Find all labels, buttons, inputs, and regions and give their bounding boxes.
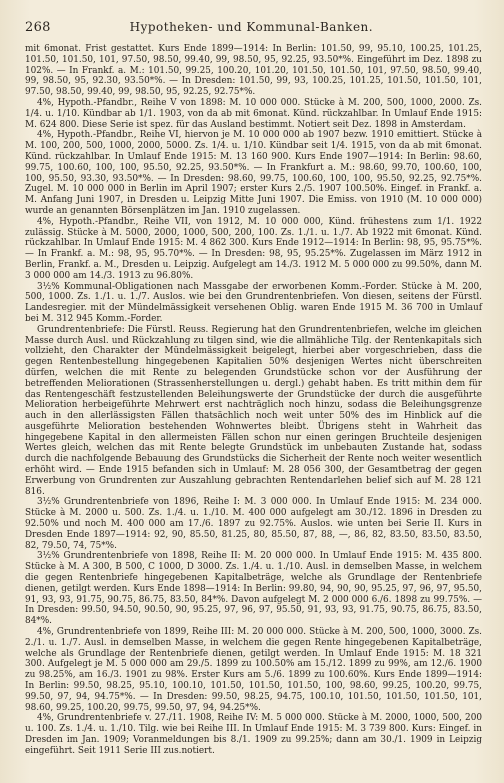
paragraph: Grundrentenbriefe: Die Fürstl. Reuss. Regierung hat den Grundrentenbriefen, welche im gleichen Masse durch Ausl. und Rückzahlung zu tilgen sind, wie die allmähliche Tilg. der Rentenkapitals sich vollzieht, den Charakter der Mündelmässigkeit beigelegt, hierbei aber vorgeschrieben, dass die gegen Rentenbestellung hingegebenen Kapitalien 50% desjenigen Wertes nicht überschreiten dürfen, welchen die mit Rente zu belegenden Grundstücke schon vor der Ausführung der betreffenden Meliorationen (Strassenherstellungen u. dergl.) gehabt haben. Es tritt mithin dem für das Rentengeschäft festzustellenden Beleihungswerte der Grundstücke der durch die ausgeführte Melioration herbeigeführte Mehrwert erst nachträglich noch hinzu, sodass die Beleihungsgrenze auch in den allerlässigsten Fällen thatsächlich noch weit unter 50% des im Hinblick auf die ausgeführte Melioration bestehenden Wohnwertes bleibt. Übrigens steht in Wahrheit das hingegebene Kapital in den allermeisten Fällen schon nur einen geringen Bruchteile desjenigen Wertes gleich, welchen das mit Rente belegte Grundstück im unbebauten Zustande hat, sodass durch die nachfolgende Bebauung des Grundstücks die Sicherheit der Rente noch weiter wesentlich erhöht wird. — Ende 1915 befanden sich in Umlauf: M. 28 056 300, der Gesamtbetrag der gegen Erwerbung von Grundrenten zur Auszahlung gebrachten Rentendarlehen belief sich auf M. 28 121 816. [25, 324, 482, 497]
page-header [25, 20, 482, 38]
running-title: Hypotheken- und Kommunal-Banken. [129, 20, 374, 34]
paragraph: 4%, Grundrentenbriefe v. 27./11. 1908, Reihe IV: M. 5 000 000. Stücke à M. 2000, 1000, 500, 200 u. 100. Zs. 1./4. u. 1./10. Tilg. wie bei Reihe III. In Umlauf Ende 1915: M. 3 739 800. Kurs: Eingef. in Dresden im Jan. 1909; Voranmeldungen bis 8./1. 1909 zu 99.25%; dann am 30./1. 1909 in Leipzig eingeführt. Seit 1911 Serie III zus.notiert. [25, 713, 482, 756]
paragraph: 4%, Hypoth.-Pfandbr., Reihe VI, hiervon je M. 10 000 000 ab 1907 bezw. 1910 emittiert. Stücke à M. 100, 200, 500, 1000, 2000, 5000. Zs. 1/4. u. 1/10. Kündbar seit 1/4. 1915, von da ab mit 6monat. Künd. rückzahlbar. In Umlauf Ende 1915: M. 13 160 900. Kurs Ende 1907—1914: In Berlin: 98.60, 99.75, 100.60, 100, 100, 95.50, 92.25, 93.50*%. — In Frankfurt a. M.: 98.60, 99.70, 100.60, 100, 100, 95.50, 93.30, 93.50*%. — In Dresden: 98.60, 99.75, 100.60, 100, 100, 95.50, 92.25, 92.75*%. Zugel. M. 10 000 000 in Berlin im April 1907; erster Kurs 2./5. 1907 100.50%. Eingef. in Frankf. a. M. Anfang Juni 1907, in Dresden u. Leipzig Mitte Juni 1907. Die Emiss. von 1910 (M. 10 000 000) wurde an genannten Börsenplätzen im Jan. 1910 zugelassen. [25, 130, 482, 216]
paragraph: 4%, Grundrentenbriefe von 1899, Reihe III: M. 20 000 000. Stücke à M. 200, 500, 1000, 3000. Zs. 2./1. u. 1./7. Ausl. in demselben Masse, in welchem die gegen Rente hingegebenen Kapitalbeträge, welche als Grundlage der Rentenbriefe dienen, getilgt werden. In Umlauf Ende 1915: M. 18 321 300. Aufgelegt je M. 5 000 000 am 29./5. 1899 zu 100.50% am 15./12. 1899 zu 99%, am 12./6. 1900 zu 98.25%, am 16./3. 1901 zu 98%. Erster Kurs am 5./6. 1899 zu 100.60%. Kurs Ende 1899—1914: In Berlin: 99.50, 98.25, 95.10, 100.10, 101.50, 101.50, 101.50, 100, 98.60, 99.25, 100.20, 99.75, 99.50, 97, 94, 94.75*%. — In Dresden: 99.50, 98.25, 94.75, 100.10, 101.50, 101.50, 101.50, 101, 98.60, 99.25, 100.20, 99.75, 99.50, 97, 94, 94.25*%. [25, 627, 482, 713]
paragraph: 3½% Kommunal-Obligationen nach Massgabe der erworbenen Komm.-Forder. Stücke à M. 200, 500, 1000. Zs. 1./1. u. 1./7. Auslos. wie bei den Grundrentenbriefen. Von diesen, seitens der Fürstl. Landesregier. mit der Mündelmässigkeit versehenen Oblig. waren Ende 1915 M. 36 700 in Umlauf bei M. 312 945 Komm.-Forder. [25, 281, 482, 324]
paragraph: 4%, Hypoth.-Pfandbr., Reihe V von 1898: M. 10 000 000. Stücke à M. 200, 500, 1000, 2000. Zs. 1/4. u. 1/10. Kündbar ab 1/1. 1903, von da ab mit 6monat. Künd. rückzahlbar. In Umlauf Ende 1915: M. 624 800. Diese Serie ist spez. für das Ausland bestimmt. Notiert seit Dez. 1898 in Amsterdam. [25, 97, 482, 130]
page-number: 268 [25, 20, 51, 35]
document-body [25, 44, 482, 757]
paragraph: mit 6monat. Frist gestattet. Kurs Ende 1899—1914: In Berlin: 101.50, 99, 95.10, 100.25, 101.25, 101.50, 101.50, 101, 97.50, 98.50, 99.40, 99, 98.50, 95, 92.25, 93.50*%. Eingeführt im Dez. 1898 zu 102%. — In Frankf. a. M.: 101.50, 99.25, 100.20, 101.20, 101.50, 101.50, 101, 97.50, 98.50, 99.40, 99, 98.50, 95, 92.30, 93.50*%. — In Dresden: 101.50, 99, 93, 100.25, 101.25, 101.50, 101.50, 101, 97.50, 98.50, 99.40, 99, 98.50, 95, 92.25, 92.75*%. [25, 44, 482, 98]
paragraph: 4%, Hypoth.-Pfandbr., Reihe VII, von 1912, M. 10 000 000, Künd. frühestens zum 1/1. 1922 zulässig. Stücke à M. 5000, 2000, 1000, 500, 200, 100. Zs. 1./1. u. 1./7. Ab 1922 mit 6monat. Künd. rückzahlbar. In Umlauf Ende 1915: M. 4 862 300. Kurs Ende 1912—1914: In Berlin: 98, 95, 95.75*%. — In Frankf. a. M.: 98, 95, 95.70*%. — In Dresden: 98, 95, 95.25*%. Zugelassen im März 1912 in Berlin, Frankf. a. M., Dresden u. Leipzig. Aufgelegt am 14./3. 1912 M. 5 000 000 zu 99.50%, dann M. 3 000 000 am 14./3. 1913 zu 96.80%. [25, 216, 482, 281]
paragraph: 3½% Grundrentenbriefe von 1896, Reihe I: M. 3 000 000. In Umlauf Ende 1915: M. 234 000. Stücke à M. 2000 u. 500. Zs. 1./4. u. 1./10. M. 400 000 aufgelegt am 30./12. 1896 in Dresden zu 92.50% und noch M. 400 000 am 17./6. 1897 zu 92.75%. Auslos. wie unten bei Serie II. Kurs in Dresden Ende 1897—1914: 92, 90, 85.50, 81.25, 80, 85.50, 87, 88, —, 86, 82, 83.50, 83.50, 83.50, 82, 79.50, 74, 75*%. [25, 497, 482, 551]
paragraph: 3½% Grundrentenbriefe von 1898, Reihe II: M. 20 000 000. In Umlauf Ende 1915: M. 435 800. Stücke à M. A 300, B 500, C 1000, D 3000. Zs. 1./4. u. 1./10. Ausl. in demselben Masse, in welchem die gegen Rentenbriefe hingegebenen Kapitalbeträge, welche als Grundlage der Rentenbriefe dienen, getilgt werden. Kurs Ende 1898—1914: In Berlin: 99.80, 94, 90, 90, 95.25, 97, 96, 97, 95.50, 91, 93, 93, 91.75, 90.75, 86.75, 83.50, 84*%. Davon aufgelegt M. 2 000 000 6./6. 1898 zu 99.75%. — In Dresden: 99.50, 94.50, 90.50, 90, 95.25, 97, 96, 97, 95.50, 91, 93, 93, 91.75, 90.75, 86.75, 83.50, 84*%. [25, 551, 482, 627]
